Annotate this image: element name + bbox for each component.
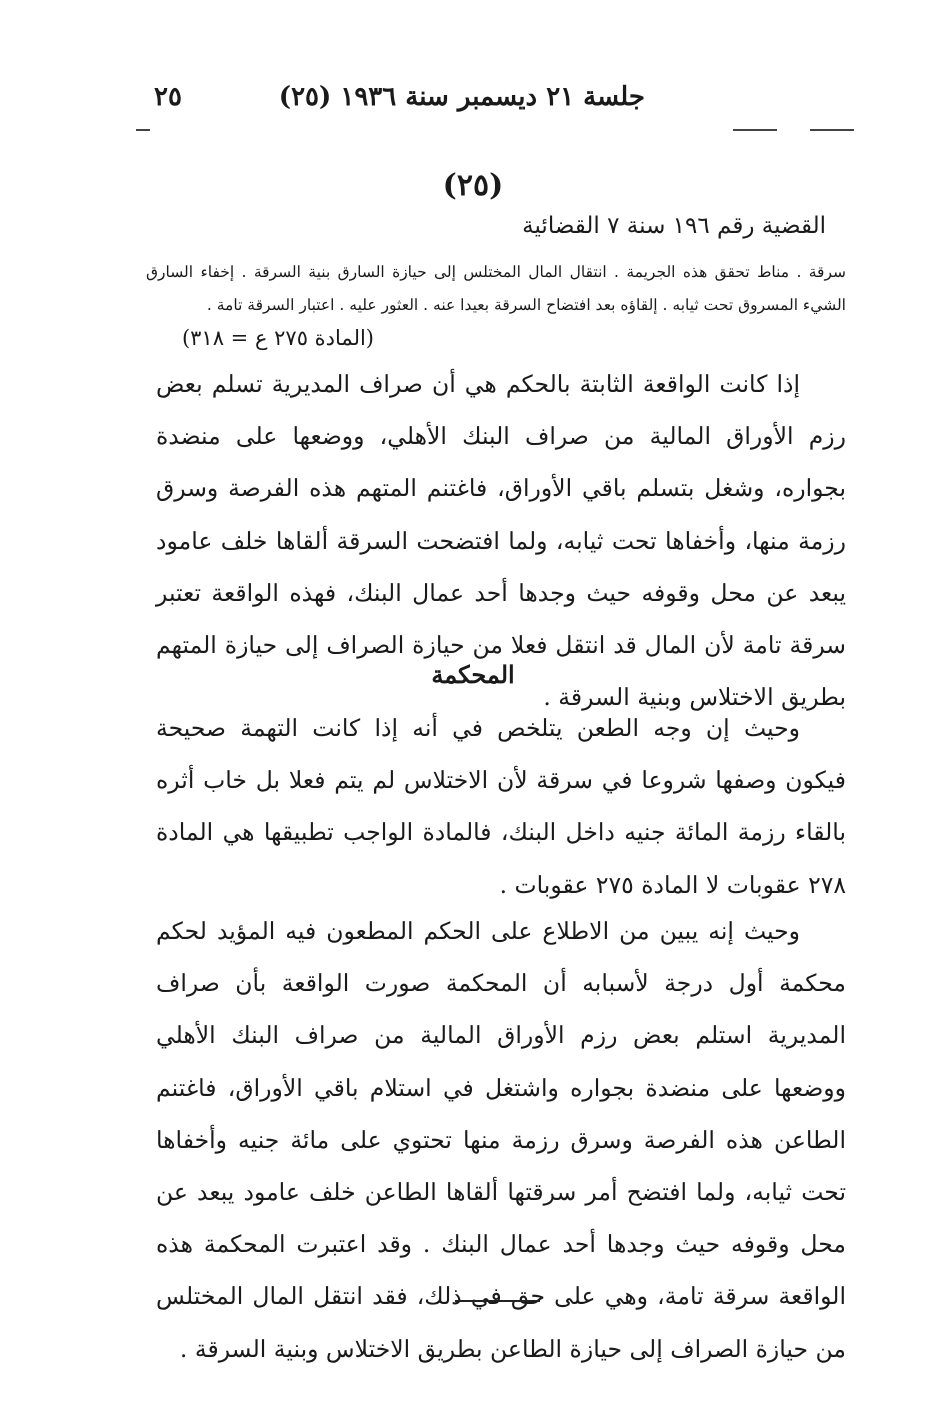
running-title: جلسة ٢١ ديسمبر سنة ١٩٣٦ (٢٥) (278, 82, 645, 112)
judgment-text-1: وحيث إن وجه الطعن يتلخص في أنه إذا كانت التهمة صحيحة فيكون وصفها شروعا في سرقة لأن الاختلاس لم يتم فعلا بل خاب أثره بالقاء رزمة المائة جنيه داخل البنك، فالمادة الواجب تطبيقها هي المادة ٢٧٨ عقوبات لا المادة ٢٧٥ عقوبات . (156, 714, 846, 899)
header-rule-mark (733, 129, 777, 131)
headnote-text: سرقة . مناط تحقق هذه الجريمة . انتقال المال المختلس إلى حيازة السارق بنية السرقة . إخفاء السارق الشيء المسروق تحت ثيابه . إلقاؤه بعد افتضاح السرقة بعيدا عنه . العثور عليه . اعتبار السرقة تامة . (146, 263, 846, 314)
case-title: القضية رقم ١٩٦ سنة ٧ القضائية (522, 213, 826, 239)
judgment-text-2: وحيث إنه يبين من الاطلاع على الحكم المطعون فيه المؤيد لحكم محكمة أول درجة لأسبابه أن المحكمة صورت الواقعة بأن صراف المديرية استلم بعض رزم الأوراق المالية من صراف البنك الأهلي ووضعها على منضدة بجواره واشتغل في استلام باقي الأوراق، فاغتنم الطاعن هذه الفرصة وسرق رزمة منها تحتوي على مائة جنيه وأخفاها تحت ثيابه، ولما افتضح أمر سرقتها ألقاها الطاعن خلف عامود يبعد عن محل وقوفه حيث وجدها أحد عمال البنك . وقد اعتبرت المحكمة هذه الواقعة سرقة تامة، وهي على حق في ذلك، فقد انتقل المال المختلس من حيازة الصراف إلى حيازة الطاعن بطريق الاختلاس وبنية السرقة . (156, 917, 846, 1363)
page-number: ٢٥ (154, 82, 182, 112)
headnote-summary (146, 256, 846, 322)
header-rule-mark (136, 129, 150, 131)
principle-text: إذا كانت الواقعة الثابتة بالحكم هي أن صراف المديرية تسلم بعض رزم الأوراق المالية من صراف البنك الأهلي، ووضعها على منضدة بجواره، وشغل بتسلم باقي الأوراق، فاغتنم المتهم هذه الفرصة وسرق رزمة منها، وأخفاها تحت ثيابه، ولما افتضحت السرقة ألقاها خلف عامود يبعد عن محل وقوفه حيث وجدها أحد عمال البنك، فهذه الواقعة تعتبر سرقة تامة لأن المال قد انتقل فعلا من حيازة الصراف إلى حيازة المتهم بطريق الاختلاس وبنية السرقة . (156, 370, 846, 712)
statute-citation: (المادة ٢٧٥ ع = ٣١٨) (181, 326, 374, 350)
end-rule (455, 1300, 540, 1302)
header-rule-mark (810, 129, 854, 131)
court-heading: المحكمة (431, 660, 515, 689)
decision-number: (٢٥) (442, 168, 504, 203)
judgment-paragraph-2 (156, 905, 846, 1375)
running-header (140, 82, 820, 126)
judgment-paragraph-1 (156, 702, 846, 911)
